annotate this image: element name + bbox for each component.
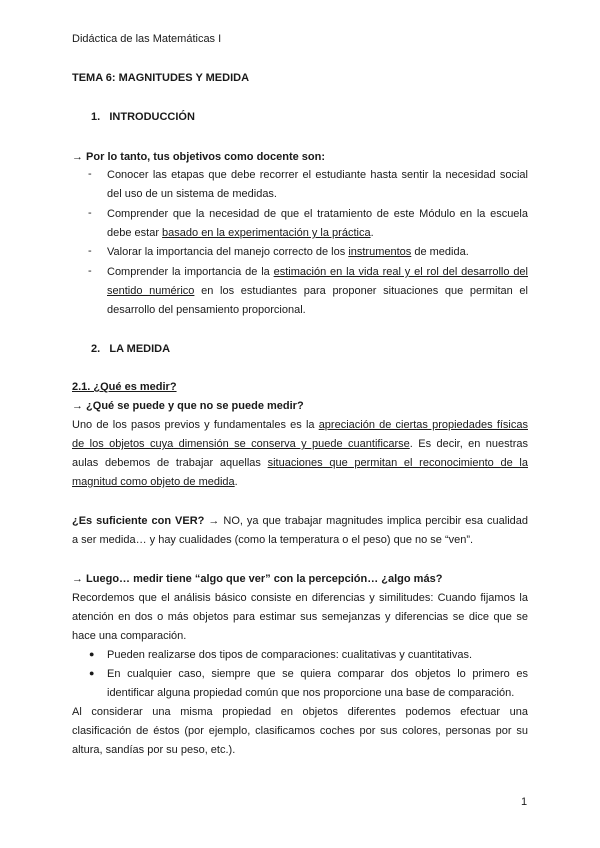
section-title: INTRODUCCIÓN [109,111,195,123]
dash-bullet: - [88,245,92,257]
ver-question: ¿Es suficiente con VER? [72,515,205,527]
underlined-phrase: basado en la experimentación y la práctica [162,227,371,239]
text-run: de medida. [411,246,469,258]
text-run: aulas debemos de trabajar aquellas [72,457,268,469]
paragraph-1-line-3 [72,456,528,470]
underlined-phrase: de los objetos cuya dimensión se conserva y puede cuantificarse [72,438,410,450]
paragraph-2-line-3: hace una comparación. [72,630,187,642]
paragraph-1-line-4 [72,475,238,489]
section-number: 2. [91,343,101,355]
text-run: en los estudiantes para proponer situaciones que permitan el [194,285,528,297]
paragraph-1-line-2 [72,437,528,451]
round-bullet: ● [89,668,95,678]
underlined-phrase: sentido numérico [107,285,195,297]
objective-1-line-1: Conocer las etapas que debe recorrer el estudiante hasta sentir la necesidad social [107,169,528,181]
text-run: debe estar [107,227,163,239]
paragraph-3-line-3: altura, sandías por su peso, etc.). [72,744,236,756]
section-title: LA MEDIDA [109,343,171,355]
paragraph-2-line-1: Recordemos que el análisis básico consiste en diferencias y similitudes: Cuando fijamos la [72,592,528,604]
section-number: 1. [91,111,101,123]
ver-paragraph-line-1 [72,514,528,528]
bullet-2-line-2: identificar alguna propiedad común que nos proporcione una base de comparación. [107,687,515,699]
section-heading-introduccion [91,110,195,124]
objective-1-line-2: del uso de un sistema de medidas. [107,188,277,200]
subsection-heading: 2.1. ¿Qué es medir? [72,381,177,393]
text-run: Uno de los pasos previos y fundamentales es la [72,419,319,431]
underlined-phrase: instrumentos [348,246,412,258]
text-run: Comprender la importancia de la [107,266,274,278]
objectives-heading: → Por lo tanto, tus objetivos como docente son: [72,151,326,163]
tema-title: TEMA 6: MAGNITUDES Y MEDIDA [72,72,250,84]
objective-4-line-1 [107,265,528,279]
round-bullet: ● [89,649,95,659]
underlined-phrase: apreciación de ciertas propiedades físicas [318,419,528,431]
text-run: . Es decir, en nuestras [409,438,528,450]
underlined-phrase: situaciones que permitan el reconocimiento de la [267,457,528,469]
bullet-1: Pueden realizarse dos tipos de comparaciones: cualitativas y cuantitativas. [107,649,473,661]
text-run: . [370,227,374,239]
paragraph-3-line-1: Al considerar una misma propiedad en objetos diferentes podemos efectuar una [72,706,528,718]
text-run: Valorar la importancia del manejo correcto de los [107,246,349,258]
underlined-phrase: estimación en la vida real y el rol del desarrollo del [273,266,528,278]
luego-heading: → Luego… medir tiene “algo que ver” con la percepción… ¿algo más? [72,573,443,585]
dash-bullet: - [88,207,92,219]
page-number: 1 [521,796,528,808]
paragraph-2-line-2: atención en dos o más objetos para estimar sus semejanzas y diferencias se dice que se [72,611,528,623]
dash-bullet: - [88,265,92,277]
objective-2-line-1: Comprender que la necesidad de que el tratamiento de este Módulo en la escuela [107,208,528,220]
text-run: . [234,476,238,488]
dash-bullet: - [88,168,92,180]
objective-4-line-3: desarrollo del pensamiento proporcional. [107,304,306,316]
paragraph-3-line-2: clasificación de éstos (por ejemplo, clasificamos coches por sus colores, personas por su [72,725,528,737]
section-heading-la-medida [91,342,170,356]
underlined-phrase: magnitud como objeto de medida [72,476,235,488]
text-run: → NO, ya que trabajar magnitudes implica percibir esa cualidad [204,515,528,527]
objective-4-line-2 [107,284,528,298]
running-header: Didáctica de las Matemáticas I [72,33,222,45]
question-heading: → ¿Qué se puede y que no se puede medir? [72,400,304,412]
objective-2-line-2 [107,226,374,240]
bullet-2-line-1: En cualquier caso, siempre que se quiera comparar dos objetos lo primero es [107,668,528,680]
ver-paragraph-line-2: a ser medida… y hay cualidades (como la temperatura o el peso) que no se “ven”. [72,534,474,546]
paragraph-1-line-1 [72,418,528,432]
objective-3 [107,245,469,259]
